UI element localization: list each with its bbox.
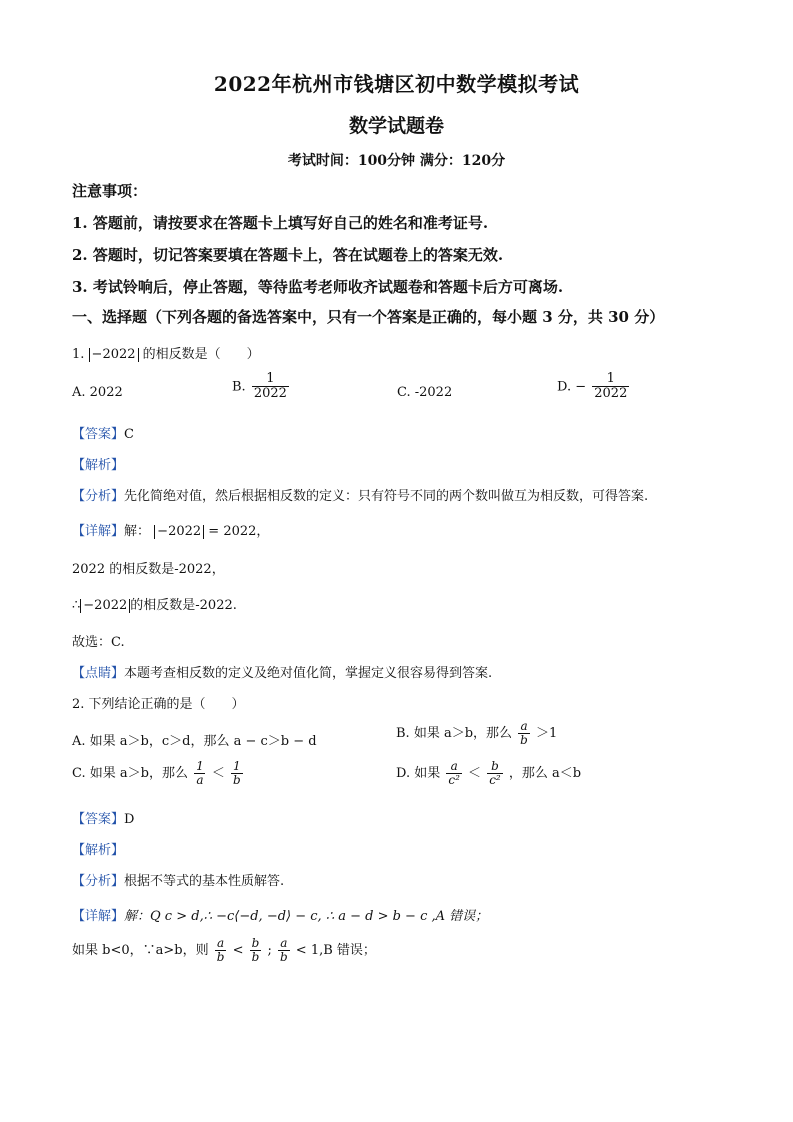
q2-option-d (396, 760, 581, 787)
q1-fenxi-tag: 【分析】 (72, 489, 125, 504)
q2-option-c-d2: b (233, 773, 241, 788)
q2-line2-n1: a (217, 936, 225, 950)
q1-dianjing-tag: 【点睛】 (72, 666, 125, 681)
q2-option-b-fraction (518, 720, 530, 747)
q1-option-b-label: B. (232, 379, 246, 395)
q2-answer-value: D (124, 812, 135, 827)
q1-answer-value: C (124, 427, 134, 442)
q2-detail-text: 解：Q c > d,∴ −c⟨−d, −d⟩ − c, ∴ a − d > b − c ,A 错误； (124, 909, 489, 924)
notice-item-1: 1. 答题前，请按要求在答题卡上填写好自己的姓名和准考证号. (72, 214, 489, 232)
q2-answer (72, 808, 134, 827)
q2-line2-prefix: 如果 b<0，∵a>b，则 (72, 943, 209, 959)
q2-line2-frac1 (215, 937, 227, 964)
q1-option-b-den: 2022 (253, 386, 287, 402)
q2-fenxi-text: 根据不等式的基本性质解答. (124, 874, 285, 889)
exam-info: 考试时间：100分钟 满分：120分 (287, 153, 506, 169)
q1-line2: 2022 的相反数是-2022， (72, 562, 225, 577)
q2-answer-tag: 【答案】 (72, 812, 125, 827)
q1-number: 1. (72, 347, 85, 362)
q2-analysis-tag: 【解析】 (72, 843, 125, 858)
q1-line3-prefix: ∴ (72, 598, 81, 613)
q1-line3-suffix: 的相反数是-2022. (130, 598, 237, 613)
q2-detail-tag: 【详解】 (72, 909, 125, 924)
q2-line2-d1: b (216, 950, 225, 965)
q1-detail (72, 520, 269, 539)
q2-line2 (72, 937, 376, 964)
q2-option-c-n2: 1 (233, 759, 241, 773)
q1-option-b-num: 1 (266, 371, 275, 386)
q2-option-d-prefix: D. 如果 (396, 766, 441, 782)
q1-option-d-num: 1 (606, 371, 615, 386)
q1-line4: 故选：C. (72, 635, 125, 650)
q2-line2-n2: b (251, 936, 260, 950)
q1-answer (72, 423, 134, 442)
q1-line3 (72, 594, 237, 613)
q2-option-d-d2: c² (489, 773, 501, 788)
q1-option-d-fraction (592, 372, 629, 402)
q1-detail-eq: = 2022， (208, 524, 270, 539)
q1-option-d-den: 2022 (594, 386, 628, 402)
q2-option-d-suffix: ，那么 a＜b (508, 766, 582, 782)
q1-option-b (232, 372, 291, 402)
notice-item-3: 3. 考试铃响后，停止答题，等待监考老师收齐试题卷和答题卡后方可离场. (72, 278, 564, 296)
q2-option-c-lt: ＜ (211, 766, 225, 782)
q2-line2-n3: a (280, 936, 288, 950)
q2-option-d-lt: ＜ (468, 766, 482, 782)
q1-option-c: C. -2022 (397, 385, 453, 400)
q2-option-d-d1: c² (448, 773, 460, 788)
q2-option-b-den: b (520, 733, 528, 748)
q2-option-c-frac2 (231, 760, 243, 787)
q2-option-b-prefix: B. 如果 a＞b，那么 (396, 726, 513, 742)
q2-line2-d2: b (251, 950, 260, 965)
q2-option-d-n1: a (450, 759, 458, 773)
q2-line2-suffix: < 1,B 错误； (295, 943, 376, 959)
page-subtitle: 数学试题卷 (348, 115, 444, 137)
q1-fenxi-text: 先化简绝对值，然后根据相反数的定义：只有符号不同的两个数叫做互为相反数，可得答案. (124, 489, 649, 504)
q2-option-d-n2: b (491, 759, 499, 773)
q2-line2-lt: < (232, 943, 244, 959)
q1-option-d (557, 372, 631, 402)
q1-detail-abs: −2022 (154, 525, 204, 539)
q2-line2-sep: ; (267, 943, 272, 959)
q1-detail-tag: 【详解】 (72, 524, 125, 539)
q1-text: 的相反数是（ ） (142, 347, 260, 362)
notice-heading: 注意事项： (72, 182, 148, 200)
q1-dianjing (72, 662, 492, 681)
q1-dianjing-text: 本题考查相反数的定义及绝对值化简，掌握定义很容易得到答案. (124, 666, 493, 681)
q2-line2-frac3 (278, 937, 290, 964)
q2-option-c-frac1 (194, 760, 206, 787)
q1-fenxi (72, 485, 648, 504)
question-1-stem (72, 343, 260, 362)
q2-option-b-suffix: ＞1 (536, 726, 558, 742)
q1-option-d-label: D. − (557, 379, 587, 395)
notice-item-2: 2. 答题时，切记答案要填在答题卡上，答在试题卷上的答案无效. (72, 246, 504, 264)
q1-abs-expr: −2022 (89, 348, 139, 362)
q2-detail (72, 905, 488, 924)
page-title: 2022年杭州市钱塘区初中数学模拟考试 (213, 72, 580, 96)
section-heading: 一、选择题（下列各题的备选答案中，只有一个答案是正确的，每小题 3 分，共 30 分） (72, 308, 665, 326)
q2-fenxi-tag: 【分析】 (72, 874, 125, 889)
q2-option-c (72, 760, 245, 787)
q2-option-c-d1: a (196, 773, 204, 788)
q1-analysis-tag: 【解析】 (72, 458, 125, 473)
q2-option-b-num: a (520, 719, 528, 733)
q2-option-c-n1: 1 (196, 759, 204, 773)
q2-option-a: A. 如果 a＞b，c＞d，那么 a − c＞b − d (72, 734, 317, 749)
q1-option-a: A. 2022 (72, 385, 123, 400)
q2-option-c-prefix: C. 如果 a＞b，那么 (72, 766, 188, 782)
q2-line2-frac2 (250, 937, 262, 964)
question-2-stem: 2. 下列结论正确的是（ ） (72, 697, 245, 712)
q2-fenxi (72, 870, 284, 889)
q1-option-b-fraction (252, 372, 289, 402)
q1-line3-abs: −2022 (80, 599, 130, 613)
q1-detail-prefix: 解： (124, 524, 151, 539)
q2-option-d-frac1 (446, 760, 462, 787)
q2-line2-d3: b (279, 950, 288, 965)
q2-option-b (396, 720, 557, 747)
q1-answer-tag: 【答案】 (72, 427, 125, 442)
q2-option-d-frac2 (487, 760, 503, 787)
